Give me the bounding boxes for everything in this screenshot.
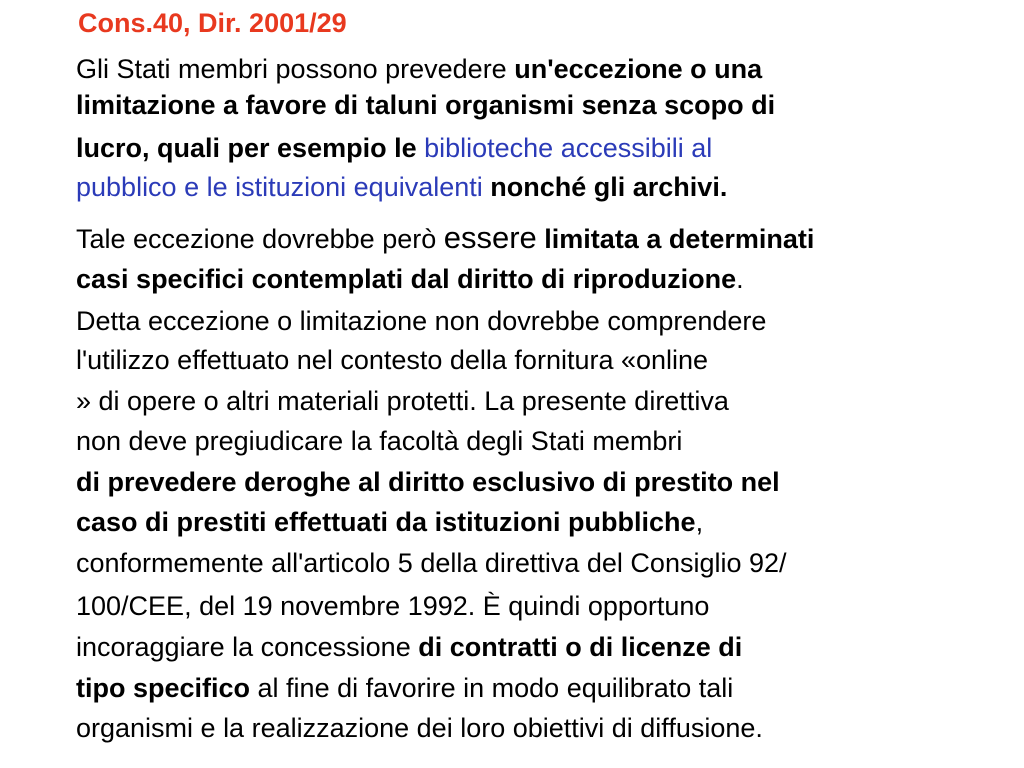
text-segment-highlight: pubblico e le istituzioni equivalenti (76, 172, 483, 202)
text-line-4 (76, 170, 727, 204)
text-segment: . (736, 264, 744, 294)
text-line-17 (76, 711, 763, 745)
text-line-12 (76, 505, 703, 539)
text-segment: al fine di favorire in modo equilibrato tali (250, 673, 734, 703)
text-segment-bold: nonché gli archivi. (482, 172, 728, 202)
text-line-13 (76, 546, 787, 580)
text-line-1 (76, 52, 762, 86)
text-segment-bold: caso di prestiti effettuati da istituzioni pubbliche (76, 507, 696, 537)
text-segment-bold: di contratti o di licenze di (418, 632, 743, 662)
text-segment: l'utilizzo effettuato nel contesto della fornitura «online (76, 345, 709, 375)
text-line-5 (76, 221, 814, 256)
text-line-16 (76, 671, 733, 705)
text-segment: Gli Stati membri possono prevedere (76, 54, 515, 84)
text-segment: 100/CEE, del 19 novembre 1992. È quindi opportuno (76, 591, 710, 621)
text-segment: Detta eccezione o limitazione non dovrebbe comprendere (76, 306, 767, 336)
text-segment-bold: casi specifici contemplati dal diritto di riproduzione (76, 264, 737, 294)
text-segment: incoraggiare la concessione (76, 632, 419, 662)
text-line-3 (76, 131, 712, 165)
text-segment-large: essere (443, 220, 537, 255)
text-segment: Tale eccezione dovrebbe però (76, 224, 444, 254)
text-line-6 (76, 262, 744, 296)
text-segment-bold: lucro, quali per esempio le (76, 133, 425, 163)
text-segment-bold: di prevedere deroghe al diritto esclusivo di prestito nel (76, 467, 780, 497)
text-segment: conformemente all'articolo 5 della direttiva del Consiglio 92/ (76, 548, 787, 578)
text-line-9 (76, 384, 729, 418)
document-title: Cons.40, Dir. 2001/29 (78, 8, 347, 38)
text-line-8 (76, 343, 708, 377)
text-line-14 (76, 589, 709, 623)
text-line-2 (76, 88, 775, 122)
text-line-10 (76, 424, 682, 458)
text-segment-bold: limitata a determinati (536, 224, 815, 254)
text-line-11 (76, 465, 780, 499)
text-segment-highlight: biblioteche accessibili al (424, 133, 713, 163)
text-line-7 (76, 304, 766, 338)
text-segment: organismi e la realizzazione dei loro obiettivi di diffusione. (76, 713, 763, 743)
text-segment: » di opere o altri materiali protetti. La presente direttiva (76, 386, 729, 416)
text-line-15 (76, 630, 742, 664)
text-segment-bold: tipo specifico (76, 673, 251, 703)
text-segment-bold: un'eccezione o una (514, 54, 763, 84)
text-segment: , (695, 507, 704, 537)
text-segment-bold: limitazione a favore di taluni organismi senza scopo di (76, 90, 776, 120)
text-segment: non deve pregiudicare la facoltà degli Stati membri (76, 426, 683, 456)
